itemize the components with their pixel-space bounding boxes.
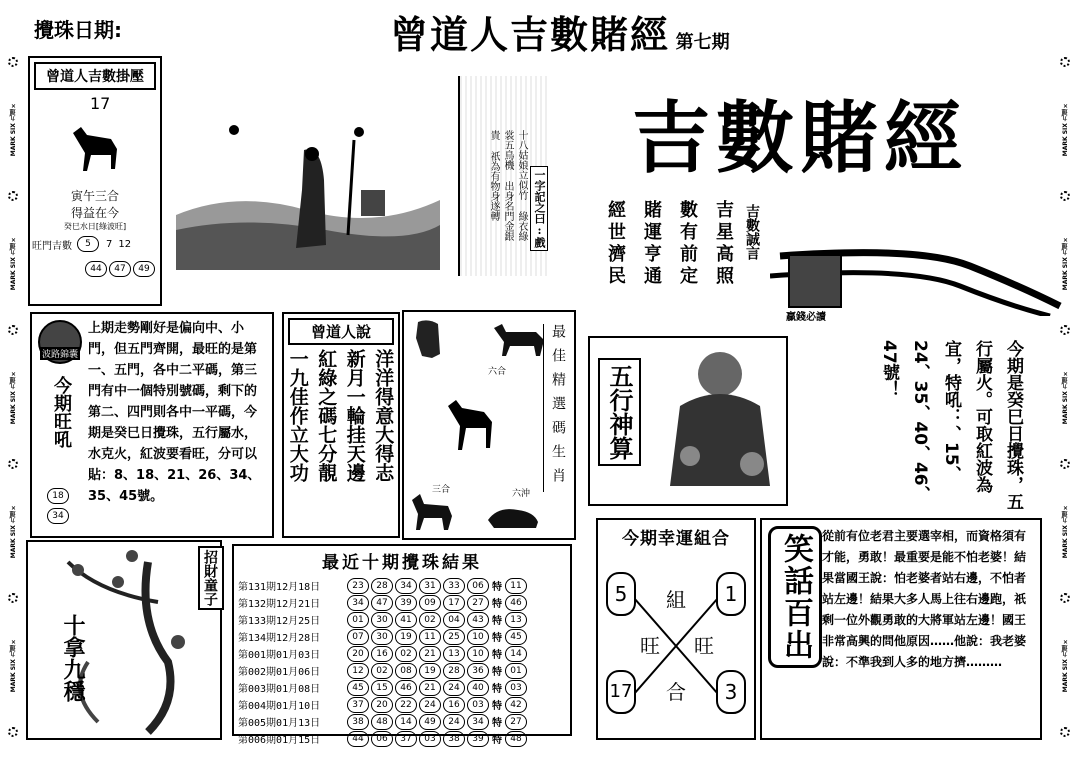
- left-sidebar-decoration: [4, 40, 22, 755]
- special-label: 特: [492, 701, 502, 712]
- flower-icon: [1060, 727, 1070, 737]
- title-art-column: 經世濟民: [605, 200, 626, 288]
- poem-line: 出身名門金銀貴: [488, 130, 513, 241]
- result-period: 第132期12月21日: [238, 599, 321, 610]
- zeng-says-line: 新月一輪挂天邊: [343, 349, 366, 482]
- sidebar-text: MARK SIX 九運×: [9, 370, 17, 425]
- poem-line: 十八姑娘立似竹: [516, 130, 527, 200]
- title-art-column: 數有前定: [677, 200, 698, 288]
- result-ball: 41: [395, 612, 417, 628]
- result-period: 第003期01月08日: [238, 684, 321, 695]
- deity-figure: [660, 346, 780, 496]
- result-ball: 43: [467, 612, 489, 628]
- flower-icon: [8, 57, 18, 67]
- lucky-box-numbers-row2: [84, 256, 160, 277]
- result-ball: 14: [395, 714, 417, 730]
- lucky-combo-title: 今期幸運組合: [622, 529, 730, 549]
- flower-icon: [8, 593, 18, 603]
- special-label: 特: [492, 667, 502, 678]
- result-ball: 03: [467, 697, 489, 713]
- result-row: [238, 713, 570, 730]
- result-ball: 20: [347, 646, 369, 662]
- lucky-ball: 49: [133, 261, 155, 277]
- flower-icon: [8, 325, 18, 335]
- dog-icon: [408, 490, 454, 532]
- special-label: 特: [492, 718, 502, 729]
- zeng-says-line: 紅綠之碼七分靚: [315, 349, 338, 482]
- poem-scroll: [458, 76, 550, 276]
- wuxing-box: [588, 336, 788, 506]
- result-row: [238, 662, 570, 679]
- result-ball: 45: [347, 680, 369, 696]
- wuxing-text: 今期是癸巳日攪珠，五行屬火。可取紅波為宜，特吼：、15、24、35、40、46、47號！: [879, 340, 1023, 510]
- result-ball: 24: [419, 697, 441, 713]
- lucky-number-box: [28, 56, 162, 306]
- result-ball: 25: [443, 629, 465, 645]
- page-title-text: 曾道人吉數賭經: [390, 12, 671, 57]
- analysis-ball: 34: [47, 508, 69, 524]
- result-ball: 02: [395, 646, 417, 662]
- result-ball: 10: [467, 646, 489, 662]
- result-period: 第006期01月15日: [238, 735, 321, 746]
- horse-icon: [442, 392, 498, 452]
- result-ball: 24: [443, 714, 465, 730]
- result-ball: 24: [443, 680, 465, 696]
- zeng-says-title: 曾道人說: [288, 318, 394, 345]
- result-ball: 19: [395, 629, 417, 645]
- sidebar-text: MARK SIX 九運×: [1061, 236, 1069, 291]
- title-art-column: 賭運亨通: [641, 200, 662, 288]
- lucky-box-numbers-row1: [32, 236, 160, 252]
- result-period: 第004期01月10日: [238, 701, 321, 712]
- zodiac-side-text: 最佳精選碼生肖: [543, 324, 568, 492]
- result-ball: 47: [371, 595, 393, 611]
- recent-results-box: [232, 544, 572, 746]
- result-ball: 08: [395, 663, 417, 679]
- title-art-text: 吉數賭經: [632, 93, 969, 184]
- zeng-says-box: [282, 312, 400, 538]
- lucky-box-title: 曾道人吉數掛壓: [34, 62, 156, 90]
- result-ball: 12: [347, 663, 369, 679]
- special-ball: 42: [505, 697, 527, 713]
- analysis-ball: 18: [47, 488, 69, 504]
- joke-title: 笑話百出: [768, 526, 822, 668]
- flower-icon: [1060, 593, 1070, 603]
- special-label: 特: [492, 599, 502, 610]
- result-ball: 17: [443, 595, 465, 611]
- special-ball: 13: [505, 612, 527, 628]
- result-period: 第001期01月03日: [238, 650, 321, 661]
- flower-icon: [1060, 459, 1070, 469]
- wuxing-title: 五行神算: [598, 358, 641, 466]
- result-row: [238, 730, 570, 747]
- zodiac-box: [402, 310, 576, 540]
- combo-corner: 3: [716, 670, 746, 714]
- result-ball: 22: [395, 697, 417, 713]
- special-label: 特: [492, 684, 502, 695]
- analysis-text: 上期走勢剛好是偏向中、小門，但五門齊開，最旺的是第一、五門，各中二平碼，第三門有中一個特別號碼，剩下的第二、四門則各中一平碼，今期是癸巳日攪珠，五行屬水，水克火，紅波要看旺，分可以貼：8、18、21、26、34、35、45號。: [88, 321, 261, 504]
- combo-corner: 5: [606, 572, 636, 616]
- result-period: 第002期01月06日: [238, 667, 321, 678]
- result-ball: 28: [443, 663, 465, 679]
- result-ball: 38: [347, 714, 369, 730]
- zodiac-label: 六沖: [512, 489, 531, 499]
- zeng-says-line: 洋洋得意大得志: [372, 349, 395, 482]
- combo-center-right: 旺: [694, 630, 714, 659]
- title-art-column: 吉星高照: [713, 200, 734, 288]
- result-row: [238, 645, 570, 662]
- result-row: [238, 679, 570, 696]
- sidebar-text: MARK SIX 九運×: [9, 504, 17, 559]
- result-period: 第134期12月28日: [238, 633, 321, 644]
- special-label: 特: [492, 582, 502, 593]
- result-ball: 40: [467, 680, 489, 696]
- issue-label: 第七期: [675, 32, 730, 53]
- result-ball: 07: [347, 629, 369, 645]
- flower-icon: [8, 459, 18, 469]
- lucky-ball: 47: [109, 261, 131, 277]
- result-ball: 21: [419, 646, 441, 662]
- result-ball: 46: [395, 680, 417, 696]
- special-ball: 45: [505, 629, 527, 645]
- result-ball: 28: [371, 578, 393, 594]
- analysis-badge: [38, 320, 82, 364]
- draw-date-label: 攪珠日期:: [34, 18, 122, 42]
- horse-icon: [65, 119, 125, 179]
- result-ball: 34: [467, 714, 489, 730]
- lucky-label: 旺門吉數: [32, 240, 72, 252]
- result-ball: 39: [467, 731, 489, 747]
- tiger-icon: [412, 318, 444, 360]
- combo-corner: 17: [606, 670, 636, 714]
- lucky-ball: 5: [77, 236, 99, 252]
- lucky-box-line2: 得益在今: [70, 206, 119, 220]
- plum-blossom-painting: [28, 542, 218, 736]
- landscape-illustration: [176, 120, 440, 270]
- result-ball: 37: [347, 697, 369, 713]
- painting-box: [26, 540, 222, 740]
- special-label: 特: [492, 735, 502, 746]
- result-ball: 04: [443, 612, 465, 628]
- lucky-box-note: 癸巳水日[綠波旺]: [63, 222, 127, 231]
- rat-icon: [484, 502, 542, 532]
- title-art-badge: 贏錢必讀: [786, 312, 826, 323]
- title-art: [600, 76, 1040, 326]
- title-art-subtitle: 吉數誠言: [744, 204, 760, 260]
- zodiac-label: 六合: [488, 367, 507, 377]
- result-ball: 11: [419, 629, 441, 645]
- result-row: [238, 696, 570, 713]
- result-row: [238, 594, 570, 611]
- sidebar-text: MARK SIX 九運×: [1061, 102, 1069, 157]
- joke-text: 從前有位老君主要選宰相，而資格須有才能，勇敢！最重要是能不怕老婆！結果當國王說：怕老婆者站右邊，不怕者站左邊！結果大多人馬上往右邊跑，祇剩一位外觀勇敢的大將軍站左邊！國王非常高興的問他原因……他說：我老婆說：不準我到人多的地方擠………: [822, 529, 1027, 669]
- result-ball: 33: [443, 578, 465, 594]
- result-ball: 15: [371, 680, 393, 696]
- result-ball: 49: [419, 714, 441, 730]
- special-ball: 11: [505, 578, 527, 594]
- result-ball: 16: [371, 646, 393, 662]
- result-ball: 38: [443, 731, 465, 747]
- result-ball: 10: [467, 629, 489, 645]
- sidebar-text: MARK SIX 九運×: [1061, 504, 1069, 559]
- recent-results-title: 最近十期攪珠結果: [322, 553, 482, 573]
- flower-icon: [1060, 191, 1070, 201]
- flower-icon: [8, 727, 18, 737]
- sidebar-text: MARK SIX 九運×: [1061, 638, 1069, 693]
- result-ball: 01: [347, 612, 369, 628]
- result-ball: 36: [467, 663, 489, 679]
- poem-lines: [486, 130, 528, 250]
- poem-line: 綠衣綠裳五鳥機: [502, 130, 527, 241]
- special-ball: 48: [505, 731, 527, 747]
- joke-box: [760, 518, 1042, 740]
- result-ball: 13: [443, 646, 465, 662]
- zodiac-label: 三合: [432, 485, 451, 495]
- result-ball: 39: [395, 595, 417, 611]
- combo-center-left: 旺: [640, 630, 660, 659]
- result-ball: 27: [467, 595, 489, 611]
- lucky-number: 12: [118, 238, 132, 250]
- badge-box: [788, 254, 842, 308]
- result-ball: 06: [371, 731, 393, 747]
- result-ball: 30: [371, 629, 393, 645]
- sidebar-text: MARK SIX 九運×: [1061, 370, 1069, 425]
- results-side-title: [198, 546, 224, 610]
- special-label: 特: [492, 650, 502, 661]
- result-ball: 48: [371, 714, 393, 730]
- result-ball: 02: [419, 612, 441, 628]
- flower-icon: [1060, 325, 1070, 335]
- analysis-side-label: 今期旺吼: [51, 376, 72, 448]
- result-ball: 02: [371, 663, 393, 679]
- special-ball: 46: [505, 595, 527, 611]
- result-ball: 34: [347, 595, 369, 611]
- results-side-title-text: 招財童子: [202, 550, 218, 606]
- result-period: 第005期01月13日: [238, 718, 321, 729]
- lucky-combo-box: [596, 518, 756, 740]
- result-ball: 06: [467, 578, 489, 594]
- special-label: 特: [492, 616, 502, 627]
- sidebar-text: MARK SIX 九運×: [9, 638, 17, 693]
- combo-corner: 1: [716, 572, 746, 616]
- lucky-box-line1: 寅午三合: [70, 189, 119, 203]
- result-ball: 09: [419, 595, 441, 611]
- analysis-box: [30, 312, 274, 538]
- result-ball: 37: [395, 731, 417, 747]
- result-ball: 44: [347, 731, 369, 747]
- zeng-says-columns: [284, 349, 398, 533]
- result-ball: 30: [371, 612, 393, 628]
- result-row: [238, 611, 570, 628]
- result-ball: 16: [443, 697, 465, 713]
- result-ball: 34: [395, 578, 417, 594]
- result-ball: 20: [371, 697, 393, 713]
- flower-icon: [1060, 57, 1070, 67]
- painting-caption: 十拿九穩: [60, 614, 86, 702]
- combo-center-top: 組: [666, 584, 686, 613]
- sidebar-text: MARK SIX 九運×: [9, 102, 17, 157]
- result-row: [238, 628, 570, 645]
- lucky-number: 7: [106, 238, 113, 250]
- title-art-columns: [605, 200, 736, 288]
- analysis-side-numbers: [46, 488, 70, 524]
- combo-center-bottom: 合: [666, 676, 686, 705]
- result-ball: 03: [419, 731, 441, 747]
- result-period: 第133期12月25日: [238, 616, 321, 627]
- poem-heading: 一字記之曰:戲: [530, 166, 548, 251]
- flower-icon: [8, 191, 18, 201]
- sidebar-text: MARK SIX 九運×: [9, 236, 17, 291]
- result-ball: 21: [419, 680, 441, 696]
- special-ball: 01: [505, 663, 527, 679]
- lucky-ball: 44: [85, 261, 107, 277]
- result-ball: 31: [419, 578, 441, 594]
- special-ball: 03: [505, 680, 527, 696]
- result-period: 第131期12月18日: [238, 582, 321, 593]
- special-ball: 27: [505, 714, 527, 730]
- poem-line: 祇為有物身遂轉: [488, 151, 499, 221]
- landscape-image: [176, 120, 440, 270]
- results-table: [234, 577, 570, 747]
- zeng-says-line: 一九佳作立大功: [286, 349, 309, 482]
- right-sidebar-decoration: [1056, 40, 1074, 755]
- page-title: [390, 4, 730, 59]
- lucky-box-number: 17: [90, 94, 111, 113]
- analysis-badge-text: 波路錦囊: [40, 347, 80, 360]
- special-label: 特: [492, 633, 502, 644]
- result-ball: 23: [347, 578, 369, 594]
- result-row: [238, 577, 570, 594]
- special-ball: 14: [505, 646, 527, 662]
- result-ball: 19: [419, 663, 441, 679]
- ox-icon: [492, 320, 546, 358]
